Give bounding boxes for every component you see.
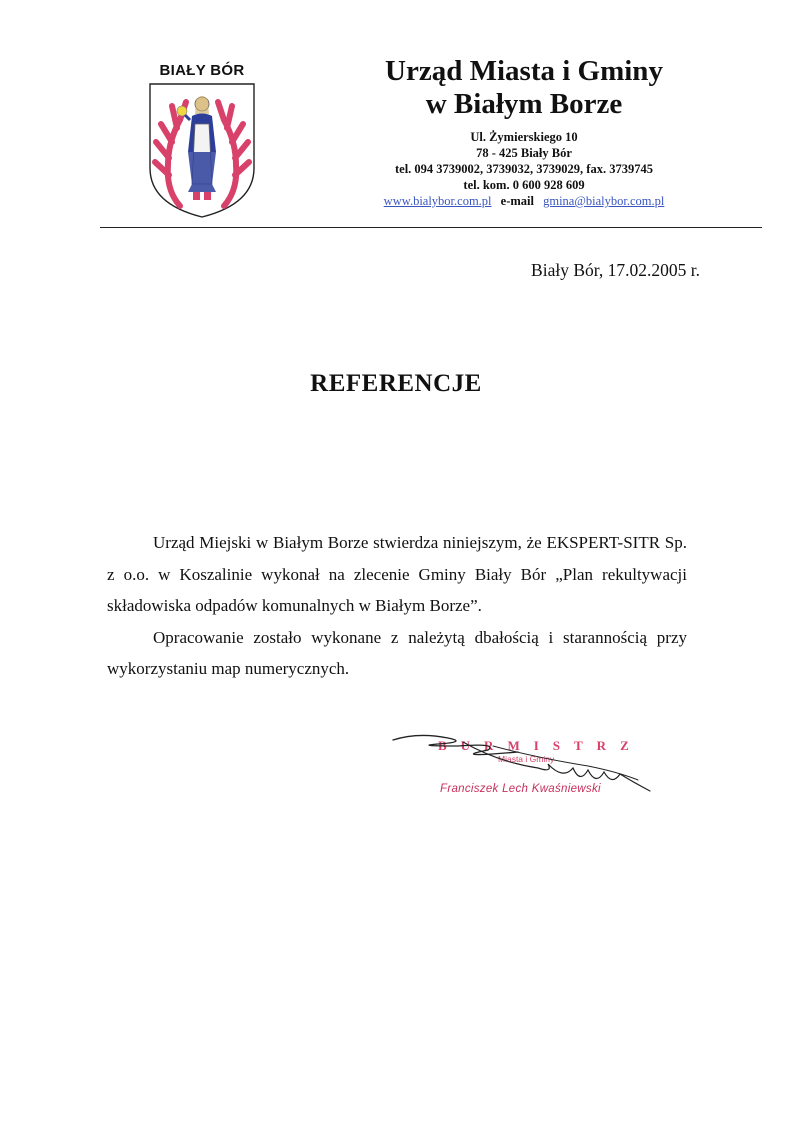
- organization-location: w Białym Borze: [425, 88, 623, 120]
- body-paragraph-2: Opracowanie zostało wykonane z należytą dbałością i starannością przy wykorzystaniu map numerycznych.: [107, 627, 687, 678]
- contact-links: [300, 193, 748, 209]
- letter-title: REFERENCJE: [310, 370, 482, 397]
- handwritten-signature: [388, 728, 658, 803]
- organization-name: Urząd Miasta i Gminy: [385, 55, 663, 87]
- crest-label: BIAŁY BÓR: [159, 62, 245, 79]
- coat-of-arms-icon: [146, 80, 258, 220]
- address-city: 78 - 425 Biały Bór: [476, 146, 572, 160]
- address-street: Ul. Żymierskiego 10: [470, 130, 578, 144]
- phone-numbers: tel. 094 3739002, 3739032, 3739029, fax. 3739745: [395, 162, 653, 176]
- letterhead: [300, 55, 748, 209]
- stamp-title: BURMISTRZ: [438, 738, 643, 753]
- stamp-subtitle: Miasta i Gminy: [498, 754, 555, 764]
- body-paragraph-1: Urząd Miejski w Białym Borze stwierdza niniejszym, że EKSPERT-SITR Sp. z o.o. w Koszalinie wykonał na zlecenie Gminy Biały Bór „Plan rekultywacji składowiska odpadów komunalnych w Białym Borze”.: [107, 533, 687, 615]
- letter-date: Biały Bór, 17.02.2005 r.: [531, 260, 700, 280]
- header-divider: [100, 227, 762, 228]
- email-label: e-mail: [500, 194, 534, 208]
- website-link[interactable]: www.bialybor.com.pl: [383, 194, 492, 208]
- mobile-number: tel. kom. 0 600 928 609: [463, 178, 585, 192]
- stamp-signatory-name: Franciszek Lech Kwaśniewski: [440, 783, 601, 795]
- letter-body: [107, 527, 687, 685]
- email-link[interactable]: gmina@bialybor.com.pl: [543, 194, 665, 208]
